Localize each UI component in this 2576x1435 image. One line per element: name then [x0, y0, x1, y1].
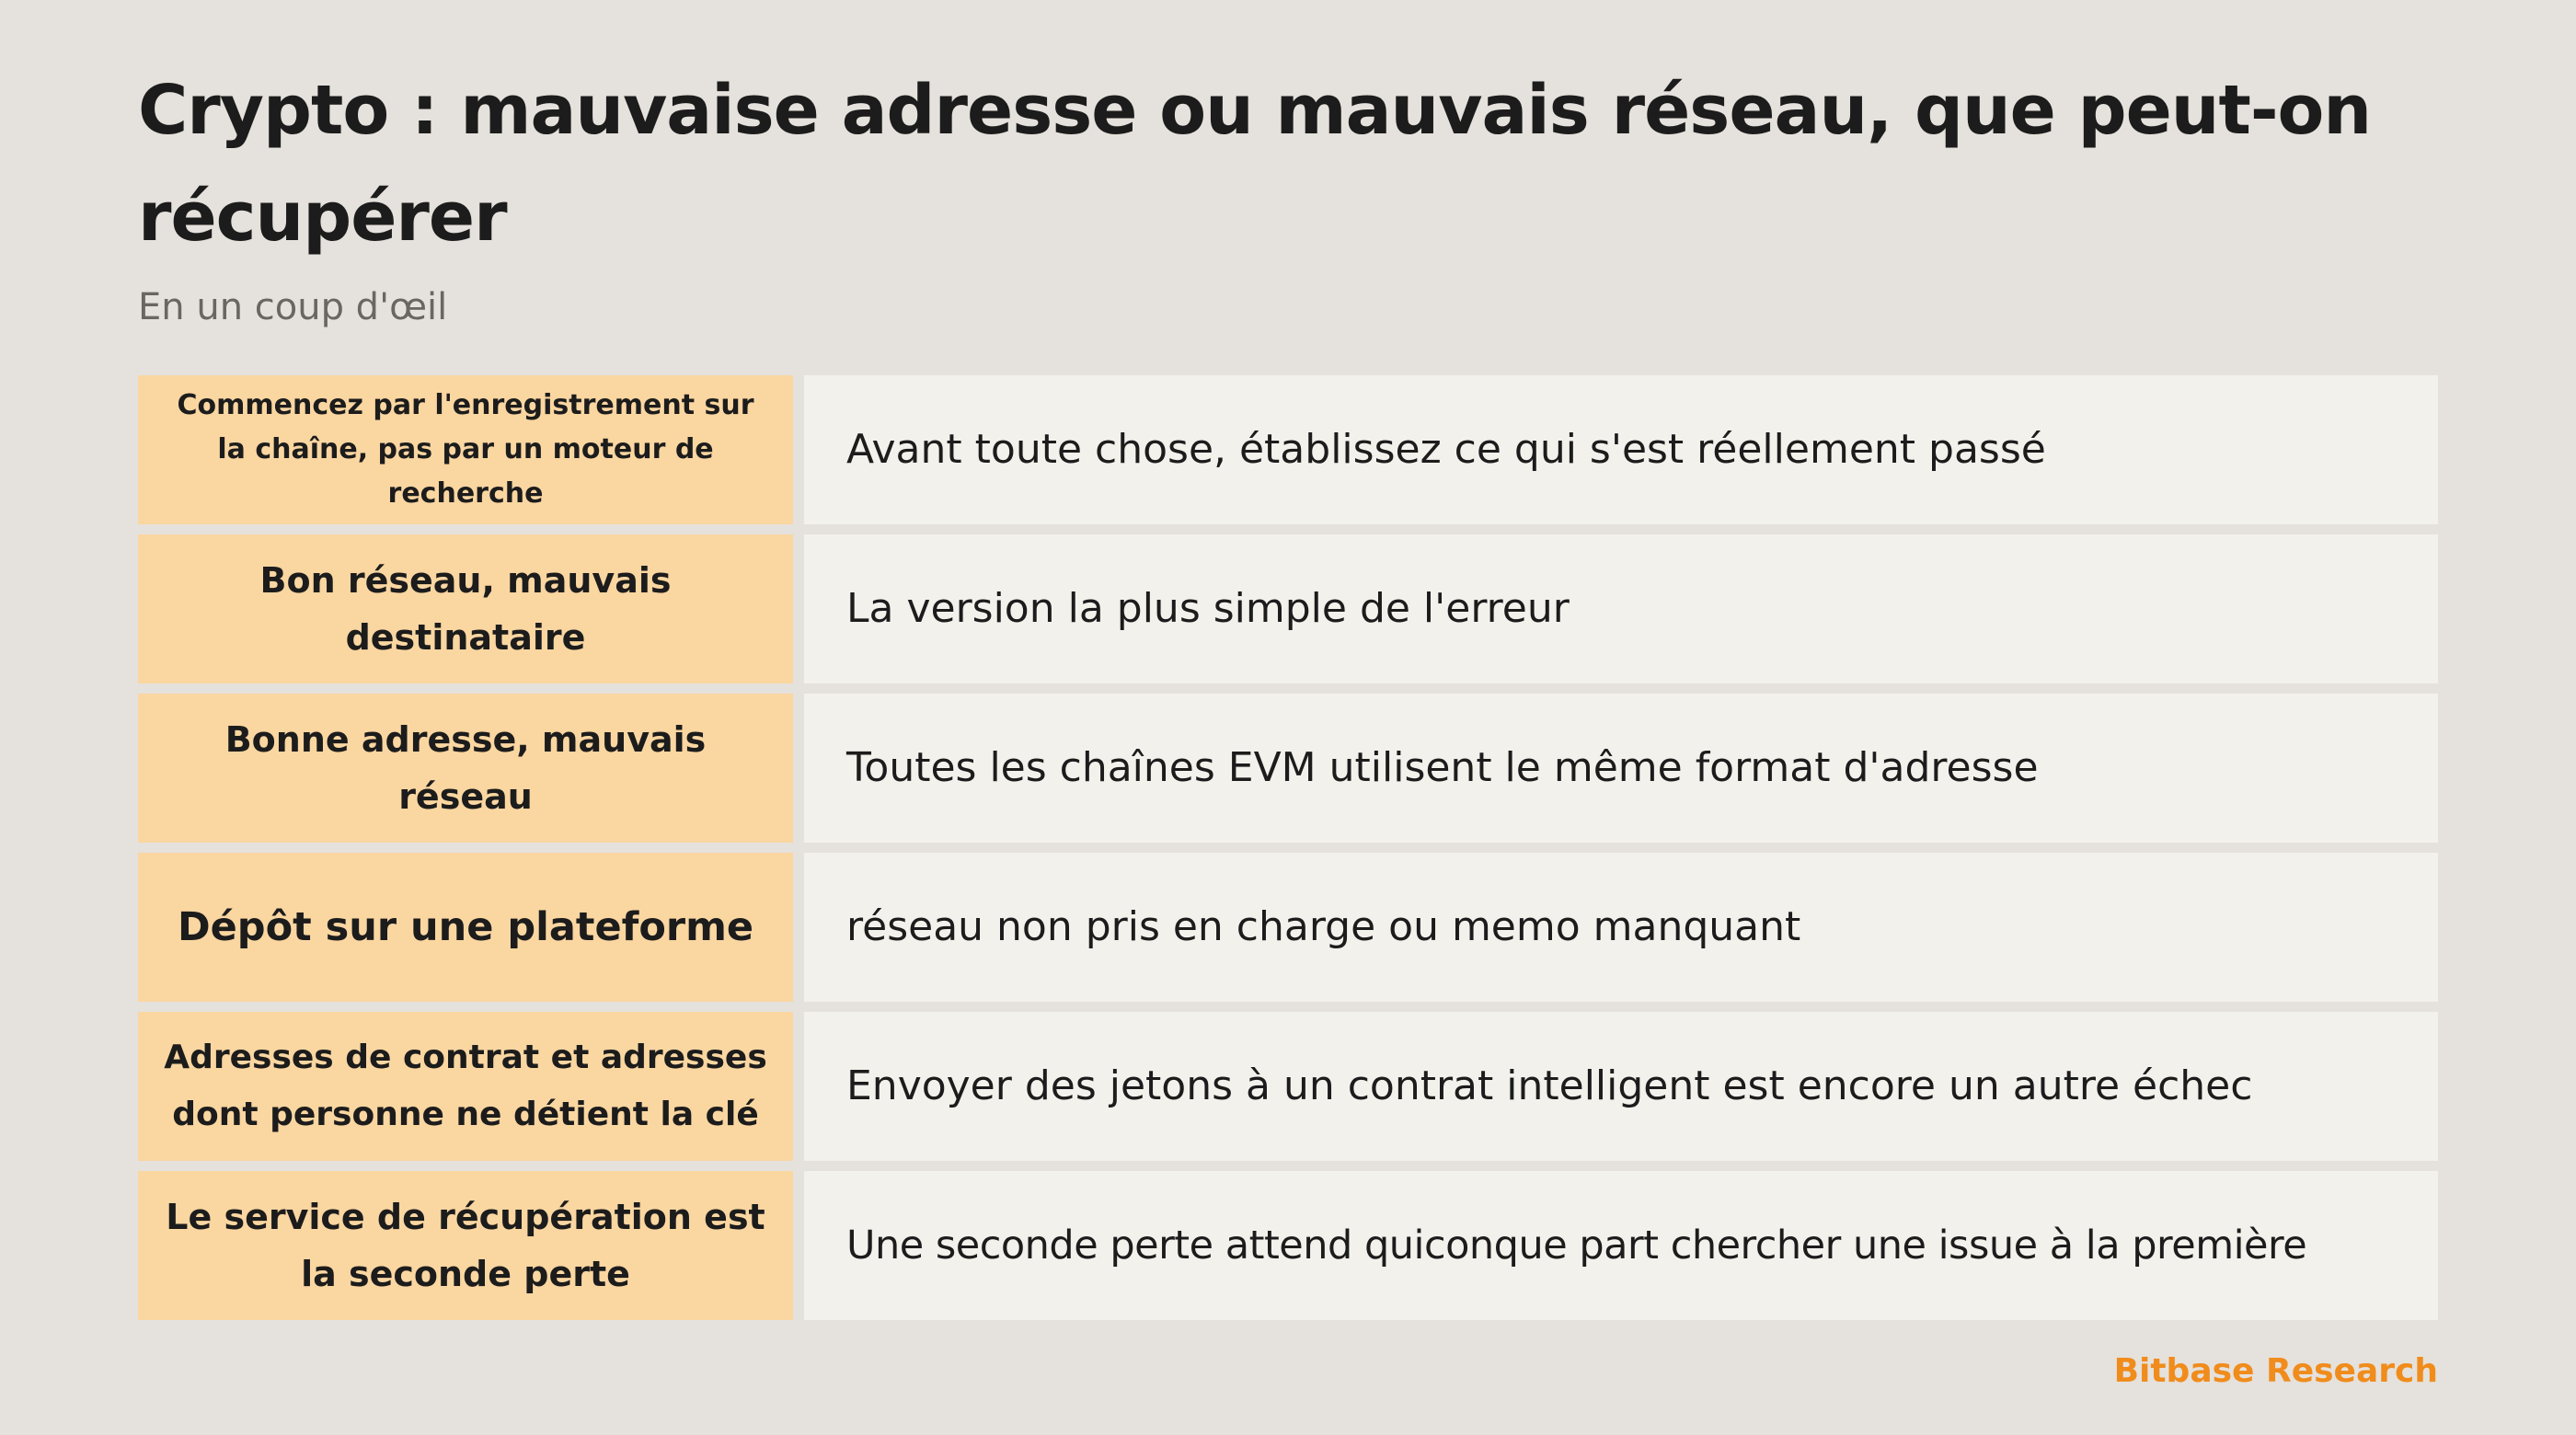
row-value-cell: Une seconde perte attend quiconque part chercher une issue à la première: [804, 1171, 2438, 1320]
row-value-cell: La version la plus simple de l'erreur: [804, 534, 2438, 683]
table-row: [138, 1012, 2438, 1161]
table-row: [138, 375, 2438, 524]
page-title: Crypto : mauvaise adresse ou mauvais réseau, que peut-on récupérer: [138, 71, 2372, 257]
row-value-cell: Envoyer des jetons à un contrat intelligent est encore un autre échec: [804, 1012, 2438, 1161]
table-row: [138, 1171, 2438, 1320]
table-row: [138, 694, 2438, 843]
row-key-cell: Commencez par l'enregistrement sur la chaîne, pas par un moteur de recherche: [138, 375, 793, 524]
table-row: [138, 853, 2438, 1002]
page-subtitle: En un coup d'œil: [138, 286, 448, 328]
row-key-cell: Bonne adresse, mauvais réseau: [138, 694, 793, 843]
row-value-cell: Avant toute chose, établissez ce qui s'est réellement passé: [804, 375, 2438, 524]
row-value-cell: Toutes les chaînes EVM utilisent le même format d'adresse: [804, 694, 2438, 843]
row-key-cell: Adresses de contrat et adresses dont personne ne détient la clé: [138, 1012, 793, 1161]
row-key-cell: Dépôt sur une plateforme: [138, 853, 793, 1002]
table-row: [138, 534, 2438, 683]
row-value-cell: réseau non pris en charge ou memo manquant: [804, 853, 2438, 1002]
row-key-cell: Le service de récupération est la seconde perte: [138, 1171, 793, 1320]
infographic-page: [138, 0, 2438, 1435]
brand-credit: Bitbase Research: [2113, 1352, 2438, 1390]
row-key-cell: Bon réseau, mauvais destinataire: [138, 534, 793, 683]
